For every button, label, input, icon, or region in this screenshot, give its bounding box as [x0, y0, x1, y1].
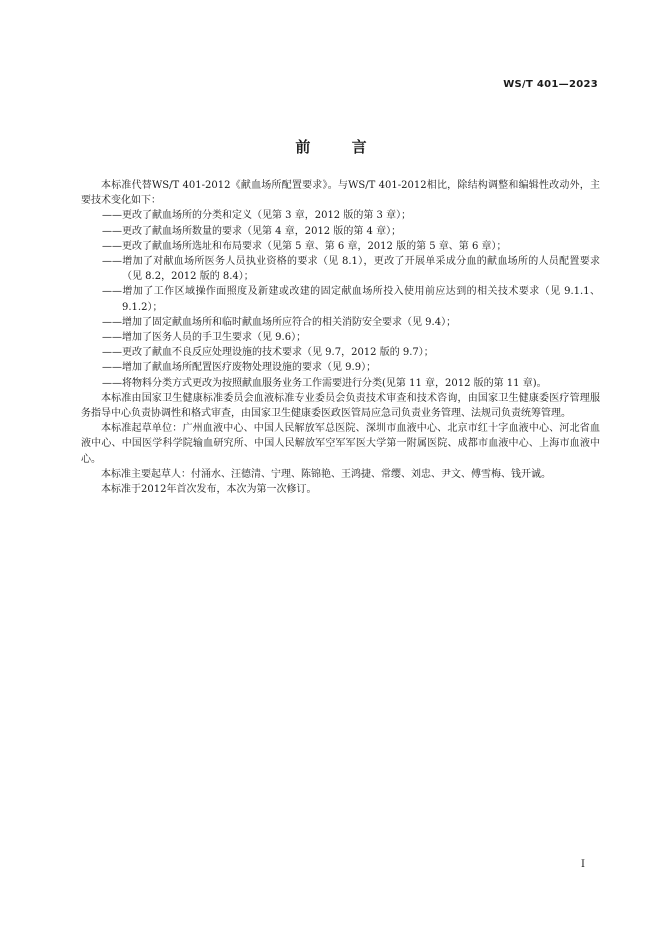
history-paragraph: 本标准于2012年首次发布，本次为第一次修订。 [101, 484, 317, 496]
drafting-units-paragraph: 本标准起草单位：广州血液中心、中国人民解放军总医院、深圳市血液中心、北京市红十字血液中心、河北省血液中心、中国医学科学院输血研究所、中国人民解放军空军军医大学第一附属医院、成都市血液中心、上海市血液中心。 [81, 423, 600, 465]
change-item: ——增加了固定献血场所和临时献血场所应符合的相关消防安全要求（见 9.4）； [102, 316, 457, 328]
page-number: I [581, 859, 585, 870]
change-item: ——将物料分类方式更改为按照献血服务业务工作需要进行分类(见第 11 章，2012 版的第 11 章)。 [102, 377, 547, 389]
change-item: ——增加了工作区域操作面照度及新建或改建的固定献血场所投入使用前应达到的相关技术要求（见 9.1.1、9.1.2）； [102, 286, 600, 313]
committee-paragraph: 本标准由国家卫生健康标准委员会血液标准专业委员会负责技术审查和技术咨询，由国家卫生健康委医疗管理服务指导中心负责协调性和格式审查，由国家卫生健康委医政医管局应急司负责业务管理、法规司负责统筹管理。 [81, 392, 600, 420]
drafters-paragraph: 本标准主要起草人：付涌水、汪德清、宁理、陈锦艳、王鸿捷、常缨、刘忠、尹文、傅雪梅、钱开诚。 [101, 468, 551, 480]
change-item: ——更改了献血场所的分类和定义（见第 3 章，2012 版的第 3 章）； [102, 210, 412, 222]
change-item: ——增加了医务人员的手卫生要求（见 9.6）； [102, 332, 307, 344]
change-item: ——增加了对献血场所医务人员执业资格的要求（见 8.1），更改了开展单采成分血的献血场所的人员配置要求（见 8.2，2012 版的 8.4）； [102, 256, 600, 283]
change-item: ——更改了献血场所数量的要求（见第 4 章，2012 版的第 4 章）； [102, 225, 402, 237]
foreword-body [81, 178, 600, 497]
change-item: ——增加了献血场所配置医疗废物处理设施的要求（见 9.9）； [102, 362, 377, 374]
intro-paragraph: 本标准代替WS/T 401-2012《献血场所配置要求》。与WS/T 401-2012相比，除结构调整和编辑性改动外，主要技术变化如下： [81, 180, 600, 207]
standard-code: WS/T 401—2023 [503, 79, 598, 90]
change-item: ——更改了献血场所选址和布局要求（见第 5 章、第 6 章，2012 版的第 5 章、第 6 章）； [102, 240, 507, 252]
change-item: ——更改了献血不良反应处理设施的技术要求（见 9.7，2012 版的 9.7）； [102, 347, 434, 359]
page-title: 前 言 [295, 138, 385, 156]
